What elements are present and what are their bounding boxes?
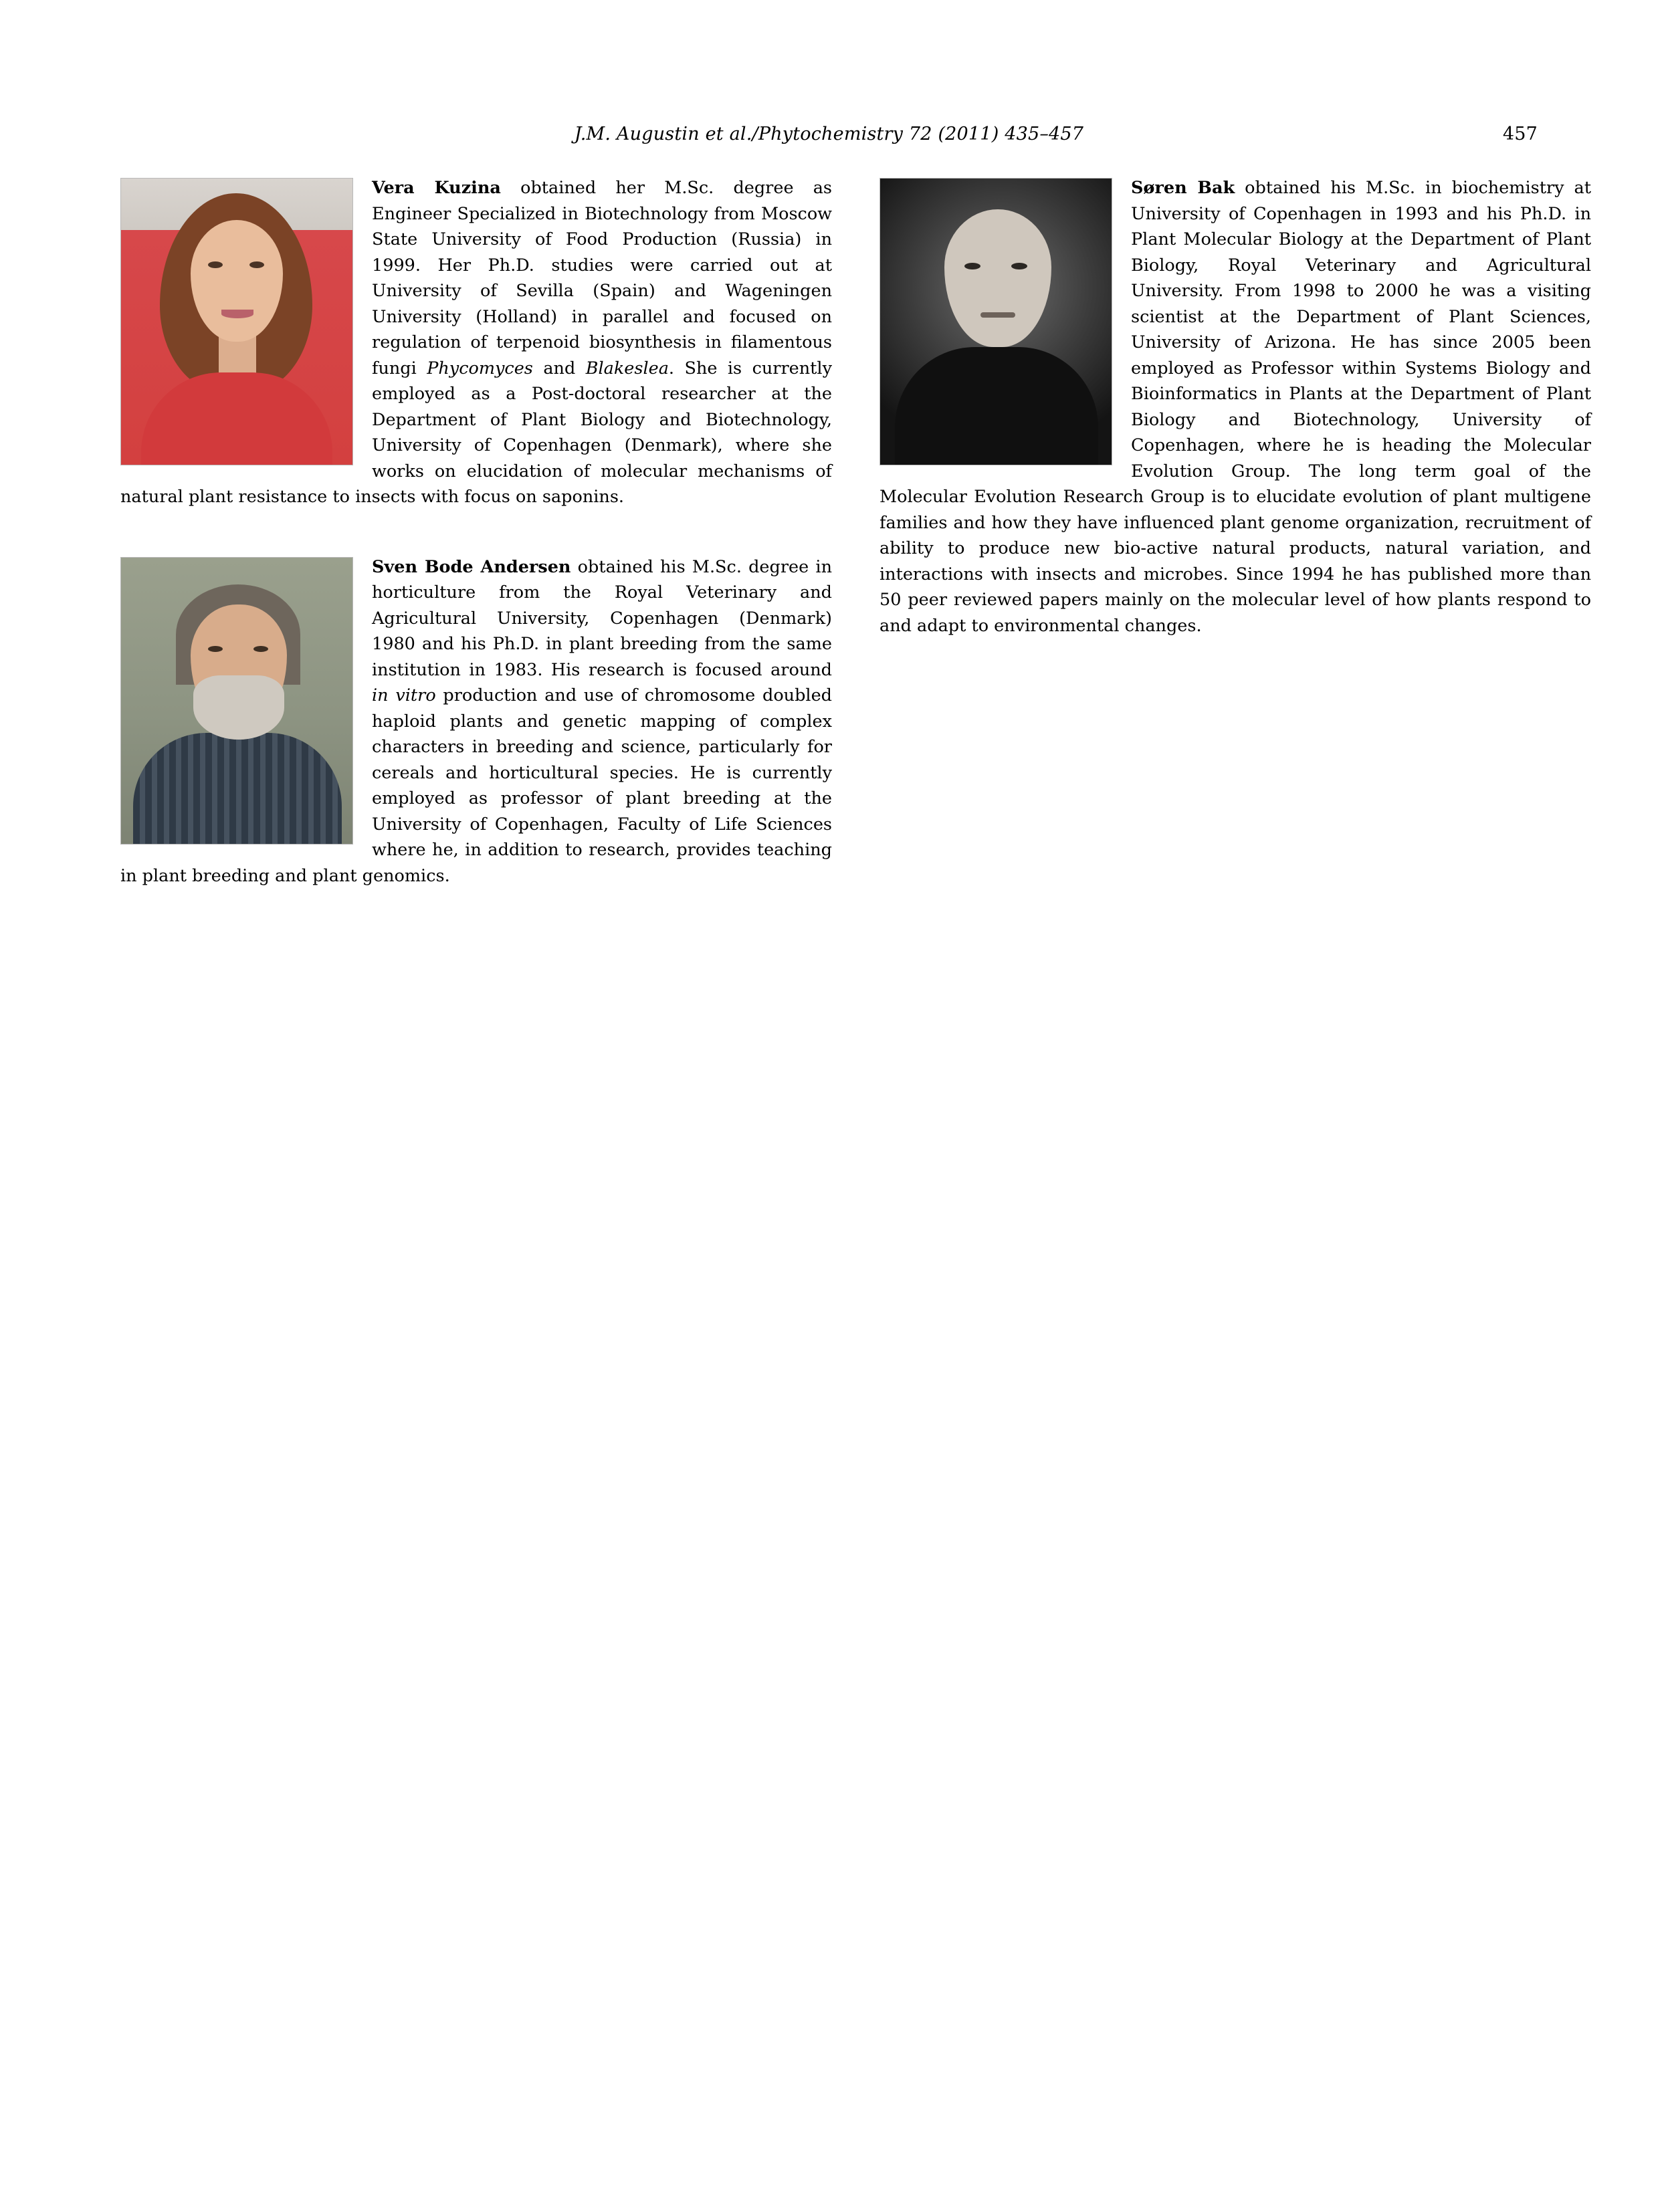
vera-kuzina-name: Vera Kuzina [372, 178, 501, 198]
biography-sven-bode-andersen [120, 554, 832, 889]
portrait-graphic [880, 179, 1112, 465]
sven-bode-andersen-name: Sven Bode Andersen [372, 556, 571, 577]
bio-text-seg: obtained his M.Sc. in biochemistry at University of Copenhagen in 1993 and his Ph.D. in Plant Molecular Biology at the Department of Plant Biology, Royal Veterinary and Agricultural University. From 1998 to 2000 he was a visiting scientist at the Department of Plant Sciences, University of Arizona. He has since 2005 been employed as Professor within Systems Biology and Bioinformatics in Plants at the Department of Plant Biology and Biotechnology, University of Copenhagen, where he is heading the Molecular Evolution Group. The long term goal of the Molecular Evolution Research Group is to elucidate evolution of plant multigene families and how they have influenced plant genome organization, recruitment of ability to produce new bio-active natural products, natural variation, and interactions with insects and microbes. Since 1994 he has published more than 50 peer reviewed papers mainly on the molecular level of how plants respond to and adapt to environmental changes. [879, 178, 1591, 636]
bio-text-seg: . She is currently employed as a Post-doctoral researcher at the Department of Plant Biology and Biotechnology, University of Copenhagen (Denmark), where she works on elucidation of molecular mechanisms of natural plant resistance to insects with focus on saponins. [120, 358, 832, 507]
portrait-graphic [121, 179, 352, 465]
running-head-citation: J.M. Augustin et al./Phytochemistry 72 (2011) 435–457 [574, 124, 1084, 144]
bio-text-italic: in vitro [372, 685, 436, 705]
vera-kuzina-photo [120, 178, 353, 465]
biography-vera-kuzina [120, 175, 832, 510]
bio-text-seg: obtained her M.Sc. degree as Engineer Specialized in Biotechnology from Moscow State University of Food Production (Russia) in 1999. Her Ph.D. studies were carried out at University of Sevilla (Spain) and Wageningen University (Holland) in parallel and focused on regulation of terpenoid biosynthesis in filamentous fungi [372, 178, 832, 378]
bio-text-seg: and [532, 358, 586, 378]
left-column [120, 175, 832, 929]
page-number: 457 [1502, 124, 1538, 144]
biography-soren-bak [879, 175, 1591, 639]
soren-bak-name: Søren Bak [1131, 178, 1235, 198]
sven-bode-andersen-photo [120, 557, 353, 845]
portrait-graphic [121, 558, 352, 844]
bio-text-seg: obtained his M.Sc. degree in horticulture from the Royal Veterinary and Agricultural University, Copenhagen (Denmark) 1980 and his Ph.D. in plant breeding from the same institution in 1983. His research is focused around [372, 556, 832, 680]
soren-bak-photo [879, 178, 1112, 465]
right-column [879, 175, 1591, 679]
bio-text-seg: production and use of chromosome doubled haploid plants and genetic mapping of complex characters in breeding and science, particularly for cereals and horticultural species. He is currently employed as professor of plant breeding at the University of Copenhagen, Faculty of Life Sciences where he, in addition to research, provides teaching in plant breeding and plant genomics. [120, 685, 832, 886]
running-head [120, 124, 1538, 148]
bio-text-italic: Blakeslea [585, 358, 669, 378]
bio-text-italic: Phycomyces [427, 358, 533, 378]
